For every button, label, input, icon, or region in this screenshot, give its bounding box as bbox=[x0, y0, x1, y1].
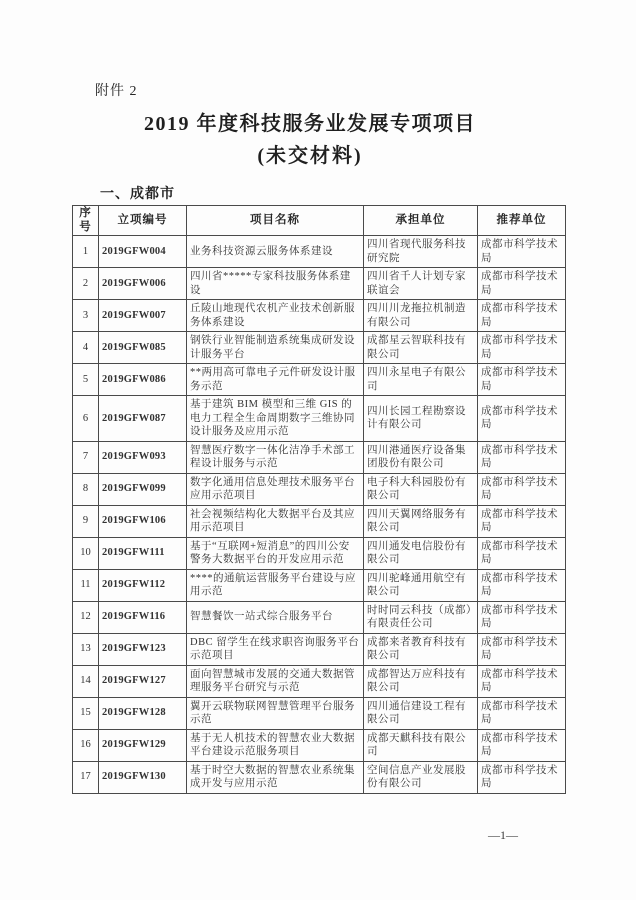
header-row bbox=[73, 206, 566, 236]
project-code: 2019GFW128 bbox=[99, 697, 187, 729]
page-number: —1— bbox=[488, 828, 518, 842]
project-name: 翼开云联物联网智慧管理平台服务示范 bbox=[187, 697, 364, 729]
recommender-name: 成都市科学技术局 bbox=[478, 537, 566, 569]
row-serial: 7 bbox=[73, 441, 99, 473]
row-serial: 6 bbox=[73, 396, 99, 442]
recommender-name: 成都市科学技术局 bbox=[478, 236, 566, 268]
table-row bbox=[73, 537, 566, 569]
project-name: 基于时空大数据的智慧农业系统集成开发与应用示范 bbox=[187, 761, 364, 793]
row-serial: 2 bbox=[73, 268, 99, 300]
project-code: 2019GFW106 bbox=[99, 505, 187, 537]
project-code: 2019GFW085 bbox=[99, 332, 187, 364]
document-title: 2019 年度科技服务业发展专项项目 bbox=[144, 113, 476, 135]
table-row bbox=[73, 332, 566, 364]
recommender-name: 成都市科学技术局 bbox=[478, 505, 566, 537]
projects-table-header bbox=[73, 206, 566, 236]
recommender-name: 成都市科学技术局 bbox=[478, 300, 566, 332]
recommender-name: 成都市科学技术局 bbox=[478, 569, 566, 601]
undertaker-name: 四川驼峰通用航空有限公司 bbox=[364, 569, 478, 601]
project-code: 2019GFW007 bbox=[99, 300, 187, 332]
project-code: 2019GFW006 bbox=[99, 268, 187, 300]
project-name: 社会视频结构化大数据平台及其应用示范项目 bbox=[187, 505, 364, 537]
project-code: 2019GFW127 bbox=[99, 665, 187, 697]
recommender-name: 成都市科学技术局 bbox=[478, 729, 566, 761]
undertaker-name: 四川港通医疗设备集团股份有限公司 bbox=[364, 441, 478, 473]
header-cell-undertaker: 承担单位 bbox=[364, 206, 478, 236]
row-serial: 12 bbox=[73, 601, 99, 633]
recommender-name: 成都市科学技术局 bbox=[478, 441, 566, 473]
table-row bbox=[73, 236, 566, 268]
project-code: 2019GFW111 bbox=[99, 537, 187, 569]
row-serial: 16 bbox=[73, 729, 99, 761]
project-name: 数字化通用信息处理技术服务平台应用示范项目 bbox=[187, 473, 364, 505]
project-code: 2019GFW086 bbox=[99, 364, 187, 396]
undertaker-name: 成都来者教育科技有限公司 bbox=[364, 633, 478, 665]
table-row bbox=[73, 729, 566, 761]
recommender-name: 成都市科学技术局 bbox=[478, 633, 566, 665]
table-row bbox=[73, 505, 566, 537]
table-row bbox=[73, 601, 566, 633]
project-name: **两用高可靠电子元件研发设计服务示范 bbox=[187, 364, 364, 396]
recommender-name: 成都市科学技术局 bbox=[478, 697, 566, 729]
recommender-name: 成都市科学技术局 bbox=[478, 396, 566, 442]
undertaker-name: 四川川龙拖拉机制造有限公司 bbox=[364, 300, 478, 332]
project-code: 2019GFW112 bbox=[99, 569, 187, 601]
project-name: 四川省*****专家科技服务体系建设 bbox=[187, 268, 364, 300]
projects-table bbox=[72, 205, 566, 794]
attachment-label: 附件 2 bbox=[95, 84, 138, 99]
row-serial: 3 bbox=[73, 300, 99, 332]
undertaker-name: 四川永星电子有限公司 bbox=[364, 364, 478, 396]
project-code: 2019GFW123 bbox=[99, 633, 187, 665]
undertaker-name: 空间信息产业发展股份有限公司 bbox=[364, 761, 478, 793]
row-serial: 10 bbox=[73, 537, 99, 569]
row-serial: 4 bbox=[73, 332, 99, 364]
row-serial: 13 bbox=[73, 633, 99, 665]
recommender-name: 成都市科学技术局 bbox=[478, 665, 566, 697]
header-cell-name: 项目名称 bbox=[187, 206, 364, 236]
table-row bbox=[73, 633, 566, 665]
project-name: 基于建筑 BIM 模型和三维 GIS 的电力工程全生命周期数字三维协同设计服务及应用示范 bbox=[187, 396, 364, 442]
project-code: 2019GFW087 bbox=[99, 396, 187, 442]
project-code: 2019GFW116 bbox=[99, 601, 187, 633]
table-row bbox=[73, 665, 566, 697]
table-row bbox=[73, 396, 566, 442]
project-name: 钢铁行业智能制造系统集成研发设计服务平台 bbox=[187, 332, 364, 364]
title-block bbox=[40, 108, 580, 172]
row-serial: 11 bbox=[73, 569, 99, 601]
project-name: 面向智慧城市发展的交通大数据管理服务平台研究与示范 bbox=[187, 665, 364, 697]
recommender-name: 成都市科学技术局 bbox=[478, 601, 566, 633]
row-serial: 1 bbox=[73, 236, 99, 268]
header-cell-serial: 序号 bbox=[73, 206, 99, 236]
undertaker-name: 四川长园工程勘察设计有限公司 bbox=[364, 396, 478, 442]
table-row bbox=[73, 697, 566, 729]
project-code: 2019GFW130 bbox=[99, 761, 187, 793]
project-name: 基于“互联网+短消息”的四川公安警务大数据平台的开发应用示范 bbox=[187, 537, 364, 569]
table-row bbox=[73, 441, 566, 473]
project-name: 基于无人机技术的智慧农业大数据平台建设示范服务项目 bbox=[187, 729, 364, 761]
project-name: DBC 留学生在线求职咨询服务平台示范项目 bbox=[187, 633, 364, 665]
row-serial: 9 bbox=[73, 505, 99, 537]
row-serial: 8 bbox=[73, 473, 99, 505]
project-name: ****的通航运营服务平台建设与应用示范 bbox=[187, 569, 364, 601]
recommender-name: 成都市科学技术局 bbox=[478, 761, 566, 793]
table-row bbox=[73, 761, 566, 793]
project-code: 2019GFW004 bbox=[99, 236, 187, 268]
document-subtitle: (未交材料) bbox=[257, 145, 363, 167]
recommender-name: 成都市科学技术局 bbox=[478, 364, 566, 396]
header-cell-recommender: 推荐单位 bbox=[478, 206, 566, 236]
project-name: 智慧医疗数字一体化洁净手术部工程设计服务与示范 bbox=[187, 441, 364, 473]
undertaker-name: 成都星云智联科技有限公司 bbox=[364, 332, 478, 364]
recommender-name: 成都市科学技术局 bbox=[478, 268, 566, 300]
project-name: 丘陵山地现代农机产业技术创新服务体系建设 bbox=[187, 300, 364, 332]
row-serial: 15 bbox=[73, 697, 99, 729]
undertaker-name: 四川天翼网络服务有限公司 bbox=[364, 505, 478, 537]
undertaker-name: 四川省现代服务科技研究院 bbox=[364, 236, 478, 268]
project-code: 2019GFW129 bbox=[99, 729, 187, 761]
section-heading-chengdu: 一、成都市 bbox=[100, 187, 175, 202]
table-row bbox=[73, 364, 566, 396]
undertaker-name: 四川省千人计划专家联谊会 bbox=[364, 268, 478, 300]
undertaker-name: 时时同云科技（成都）有限责任公司 bbox=[364, 601, 478, 633]
table-row bbox=[73, 268, 566, 300]
row-serial: 17 bbox=[73, 761, 99, 793]
recommender-name: 成都市科学技术局 bbox=[478, 473, 566, 505]
undertaker-name: 成都天麒科技有限公司 bbox=[364, 729, 478, 761]
project-name: 业务科技资源云服务体系建设 bbox=[187, 236, 364, 268]
row-serial: 5 bbox=[73, 364, 99, 396]
undertaker-name: 四川通信建设工程有限公司 bbox=[364, 697, 478, 729]
project-code: 2019GFW093 bbox=[99, 441, 187, 473]
table-row bbox=[73, 473, 566, 505]
table-row bbox=[73, 569, 566, 601]
row-serial: 14 bbox=[73, 665, 99, 697]
project-code: 2019GFW099 bbox=[99, 473, 187, 505]
table-row bbox=[73, 300, 566, 332]
undertaker-name: 成都智达万应科技有限公司 bbox=[364, 665, 478, 697]
projects-table-body bbox=[73, 236, 566, 794]
recommender-name: 成都市科学技术局 bbox=[478, 332, 566, 364]
undertaker-name: 电子科大科园股份有限公司 bbox=[364, 473, 478, 505]
header-cell-code: 立项编号 bbox=[99, 206, 187, 236]
project-name: 智慧餐饮一站式综合服务平台 bbox=[187, 601, 364, 633]
undertaker-name: 四川通发电信股份有限公司 bbox=[364, 537, 478, 569]
